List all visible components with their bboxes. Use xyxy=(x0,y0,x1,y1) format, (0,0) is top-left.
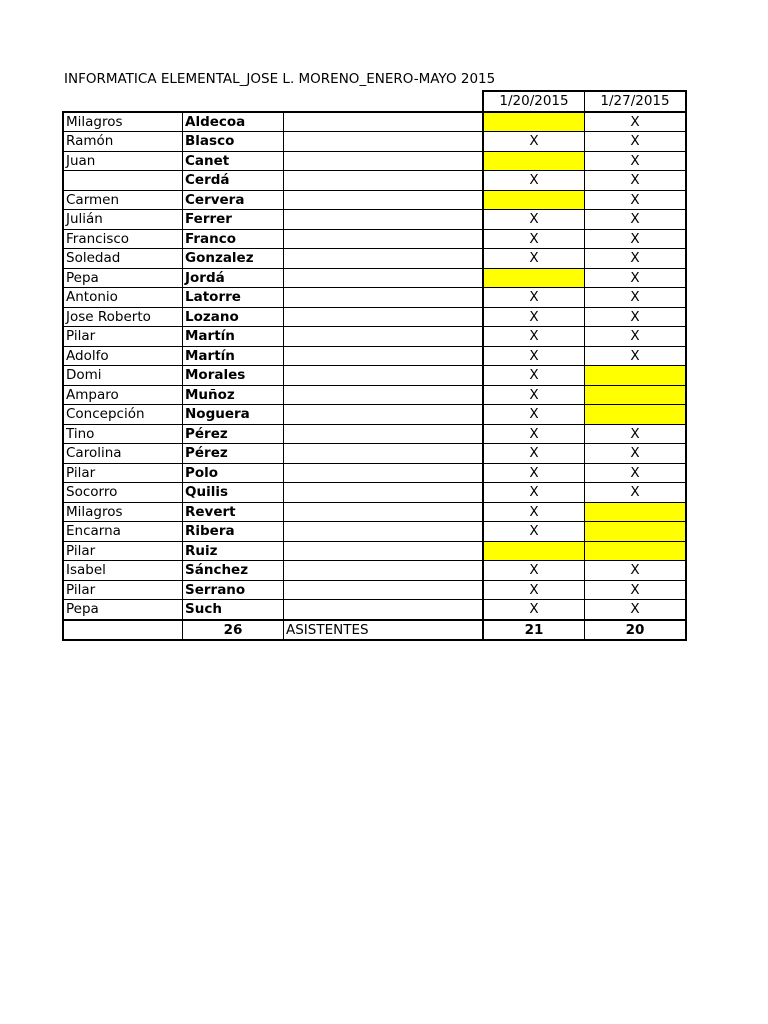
table-row xyxy=(63,502,686,522)
first-name-cell[interactable]: Ramón xyxy=(63,132,183,152)
attendance-cell-date-2[interactable]: X xyxy=(585,483,687,503)
last-name-cell[interactable]: Lozano xyxy=(183,307,284,327)
first-name-cell[interactable]: Pepa xyxy=(63,268,183,288)
attendance-cell-date-1[interactable]: X xyxy=(483,580,585,600)
last-name-cell[interactable]: Blasco xyxy=(183,132,284,152)
blank-cell[interactable] xyxy=(284,385,484,405)
table-row xyxy=(63,366,686,386)
last-name-cell[interactable]: Cerdá xyxy=(183,171,284,191)
blank-cell[interactable] xyxy=(284,229,484,249)
blank-cell[interactable] xyxy=(284,561,484,581)
blank-cell[interactable] xyxy=(284,307,484,327)
attendance-cell-date-2[interactable]: X xyxy=(585,229,687,249)
date-header-2[interactable]: 1/27/2015 xyxy=(585,91,687,112)
blank-cell[interactable] xyxy=(284,151,484,171)
attendance-cell-date-1[interactable]: X xyxy=(483,171,585,191)
attendance-cell-date-1[interactable]: X xyxy=(483,502,585,522)
attendance-cell-date-2[interactable] xyxy=(585,385,687,405)
attendance-cell-date-1[interactable]: X xyxy=(483,444,585,464)
first-name-cell[interactable]: Pepa xyxy=(63,600,183,620)
last-name-cell[interactable]: Polo xyxy=(183,463,284,483)
attendance-cell-date-2[interactable]: X xyxy=(585,424,687,444)
attendance-cell-date-1[interactable] xyxy=(483,112,585,132)
attendance-cell-date-2[interactable]: X xyxy=(585,151,687,171)
attendance-cell-date-2[interactable] xyxy=(585,502,687,522)
attendance-cell-date-2[interactable]: X xyxy=(585,327,687,347)
attendance-cell-date-1[interactable]: X xyxy=(483,600,585,620)
attendance-table xyxy=(62,90,687,641)
attendance-cell-date-2[interactable]: X xyxy=(585,600,687,620)
first-name-cell[interactable]: Julián xyxy=(63,210,183,230)
table-row xyxy=(63,112,686,132)
table-row xyxy=(63,483,686,503)
header-row xyxy=(63,91,686,112)
attendance-cell-date-1[interactable]: X xyxy=(483,229,585,249)
first-name-cell[interactable]: Pilar xyxy=(63,541,183,561)
blank-cell[interactable] xyxy=(284,132,484,152)
first-name-cell[interactable]: Isabel xyxy=(63,561,183,581)
attendance-cell-date-2[interactable]: X xyxy=(585,171,687,191)
blank-cell[interactable] xyxy=(284,424,484,444)
attendance-cell-date-2[interactable]: X xyxy=(585,132,687,152)
total-date-1-cell[interactable]: 21 xyxy=(483,620,585,641)
attendance-cell-date-1[interactable]: X xyxy=(483,483,585,503)
blank-cell[interactable] xyxy=(284,405,484,425)
table-row xyxy=(63,561,686,581)
attendance-cell-date-2[interactable]: X xyxy=(585,580,687,600)
last-name-cell[interactable]: Gonzalez xyxy=(183,249,284,269)
table-row xyxy=(63,405,686,425)
first-name-cell[interactable]: Carmen xyxy=(63,190,183,210)
blank-cell[interactable] xyxy=(284,112,484,132)
last-name-cell[interactable]: Such xyxy=(183,600,284,620)
table-row xyxy=(63,288,686,308)
table-row xyxy=(63,424,686,444)
table-row xyxy=(63,522,686,542)
blank-cell[interactable] xyxy=(284,600,484,620)
total-date-2-cell[interactable]: 20 xyxy=(585,620,687,641)
first-name-cell[interactable]: Jose Roberto xyxy=(63,307,183,327)
attendance-cell-date-2[interactable] xyxy=(585,522,687,542)
total-count-cell[interactable]: 26 xyxy=(183,620,284,641)
attendance-cell-date-1[interactable]: X xyxy=(483,463,585,483)
attendance-cell-date-1[interactable]: X xyxy=(483,132,585,152)
table-row xyxy=(63,385,686,405)
attendance-cell-date-2[interactable]: X xyxy=(585,561,687,581)
attendance-cell-date-2[interactable]: X xyxy=(585,190,687,210)
first-name-cell[interactable]: Pilar xyxy=(63,463,183,483)
first-name-cell[interactable]: Carolina xyxy=(63,444,183,464)
attendance-cell-date-2[interactable]: X xyxy=(585,307,687,327)
attendance-cell-date-1[interactable] xyxy=(483,541,585,561)
first-name-cell[interactable]: Milagros xyxy=(63,502,183,522)
last-name-cell[interactable]: Ruiz xyxy=(183,541,284,561)
attendance-cell-date-1[interactable]: X xyxy=(483,366,585,386)
table-row xyxy=(63,190,686,210)
first-name-cell[interactable]: Adolfo xyxy=(63,346,183,366)
table-row xyxy=(63,249,686,269)
attendance-cell-date-2[interactable]: X xyxy=(585,463,687,483)
last-name-cell[interactable]: Ribera xyxy=(183,522,284,542)
attendance-cell-date-2[interactable]: X xyxy=(585,444,687,464)
last-name-cell[interactable]: Cervera xyxy=(183,190,284,210)
attendance-cell-date-1[interactable]: X xyxy=(483,346,585,366)
attendance-cell-date-1[interactable]: X xyxy=(483,327,585,347)
first-name-cell[interactable]: Amparo xyxy=(63,385,183,405)
blank-cell[interactable] xyxy=(284,288,484,308)
sheet-title: INFORMATICA ELEMENTAL_JOSE L. MORENO_ENERO-MAYO 2015 xyxy=(64,71,496,87)
table-row xyxy=(63,346,686,366)
attendance-cell-date-2[interactable]: X xyxy=(585,112,687,132)
table-row xyxy=(63,268,686,288)
first-name-cell[interactable]: Socorro xyxy=(63,483,183,503)
attendance-cell-date-2[interactable]: X xyxy=(585,249,687,269)
attendance-cell-date-1[interactable] xyxy=(483,190,585,210)
totals-blank-cell[interactable] xyxy=(63,620,183,641)
table-row xyxy=(63,132,686,152)
first-name-cell[interactable]: Pilar xyxy=(63,580,183,600)
attendance-cell-date-1[interactable] xyxy=(483,151,585,171)
table-row xyxy=(63,580,686,600)
attendance-cell-date-2[interactable]: X xyxy=(585,288,687,308)
last-name-cell[interactable]: Pérez xyxy=(183,424,284,444)
first-name-cell[interactable]: Juan xyxy=(63,151,183,171)
last-name-cell[interactable]: Noguera xyxy=(183,405,284,425)
attendance-cell-date-1[interactable]: X xyxy=(483,561,585,581)
blank-cell[interactable] xyxy=(284,366,484,386)
blank-cell[interactable] xyxy=(284,502,484,522)
table-row xyxy=(63,229,686,249)
table-row xyxy=(63,463,686,483)
date-header-1[interactable]: 1/20/2015 xyxy=(483,91,585,112)
last-name-cell[interactable]: Canet xyxy=(183,151,284,171)
attendance-cell-date-2[interactable]: X xyxy=(585,268,687,288)
last-name-cell[interactable]: Martín xyxy=(183,327,284,347)
first-name-cell[interactable]: Francisco xyxy=(63,229,183,249)
attendance-cell-date-1[interactable] xyxy=(483,268,585,288)
last-name-cell[interactable]: Pérez xyxy=(183,444,284,464)
table-row xyxy=(63,171,686,191)
last-name-cell[interactable]: Ferrer xyxy=(183,210,284,230)
first-name-cell[interactable]: Soledad xyxy=(63,249,183,269)
blank-cell[interactable] xyxy=(284,268,484,288)
last-name-cell[interactable]: Aldecoa xyxy=(183,112,284,132)
blank-cell[interactable] xyxy=(284,190,484,210)
first-name-cell[interactable]: Antonio xyxy=(63,288,183,308)
attendance-cell-date-1[interactable]: X xyxy=(483,385,585,405)
attendance-cell-date-1[interactable]: X xyxy=(483,522,585,542)
blank-cell[interactable] xyxy=(284,346,484,366)
blank-cell[interactable] xyxy=(284,522,484,542)
first-name-cell[interactable]: Tino xyxy=(63,424,183,444)
last-name-cell[interactable]: Martín xyxy=(183,346,284,366)
first-name-cell[interactable]: Domi xyxy=(63,366,183,386)
attendance-cell-date-2[interactable] xyxy=(585,541,687,561)
blank-cell[interactable] xyxy=(284,463,484,483)
first-name-cell[interactable]: Pilar xyxy=(63,327,183,347)
first-name-cell[interactable]: Concepción xyxy=(63,405,183,425)
last-name-cell[interactable]: Morales xyxy=(183,366,284,386)
first-name-cell[interactable]: Encarna xyxy=(63,522,183,542)
attendance-cell-date-2[interactable]: X xyxy=(585,346,687,366)
attendance-cell-date-2[interactable]: X xyxy=(585,210,687,230)
totals-row xyxy=(63,620,686,641)
table-row xyxy=(63,541,686,561)
blank-cell[interactable] xyxy=(284,327,484,347)
attendance-cell-date-1[interactable]: X xyxy=(483,210,585,230)
attendance-cell-date-1[interactable]: X xyxy=(483,249,585,269)
last-name-cell[interactable]: Muñoz xyxy=(183,385,284,405)
table-row xyxy=(63,444,686,464)
last-name-cell[interactable]: Quilis xyxy=(183,483,284,503)
blank-cell[interactable] xyxy=(284,541,484,561)
table-row xyxy=(63,327,686,347)
blank-cell[interactable] xyxy=(284,580,484,600)
last-name-cell[interactable]: Sánchez xyxy=(183,561,284,581)
first-name-cell[interactable] xyxy=(63,171,183,191)
first-name-cell[interactable]: Milagros xyxy=(63,112,183,132)
table-row xyxy=(63,307,686,327)
attendance-cell-date-1[interactable]: X xyxy=(483,405,585,425)
attendance-cell-date-1[interactable]: X xyxy=(483,307,585,327)
last-name-cell[interactable]: Latorre xyxy=(183,288,284,308)
blank-cell[interactable] xyxy=(284,249,484,269)
last-name-cell[interactable]: Franco xyxy=(183,229,284,249)
attendance-cell-date-2[interactable] xyxy=(585,405,687,425)
blank-cell[interactable] xyxy=(284,171,484,191)
blank-cell[interactable] xyxy=(284,444,484,464)
blank-cell[interactable] xyxy=(284,483,484,503)
totals-label-cell[interactable]: ASISTENTES xyxy=(284,620,484,641)
table-row xyxy=(63,210,686,230)
last-name-cell[interactable]: Serrano xyxy=(183,580,284,600)
table-row xyxy=(63,600,686,620)
last-name-cell[interactable]: Jordá xyxy=(183,268,284,288)
attendance-cell-date-2[interactable] xyxy=(585,366,687,386)
attendance-cell-date-1[interactable]: X xyxy=(483,424,585,444)
blank-cell[interactable] xyxy=(284,210,484,230)
last-name-cell[interactable]: Revert xyxy=(183,502,284,522)
attendance-cell-date-1[interactable]: X xyxy=(483,288,585,308)
table-row xyxy=(63,151,686,171)
